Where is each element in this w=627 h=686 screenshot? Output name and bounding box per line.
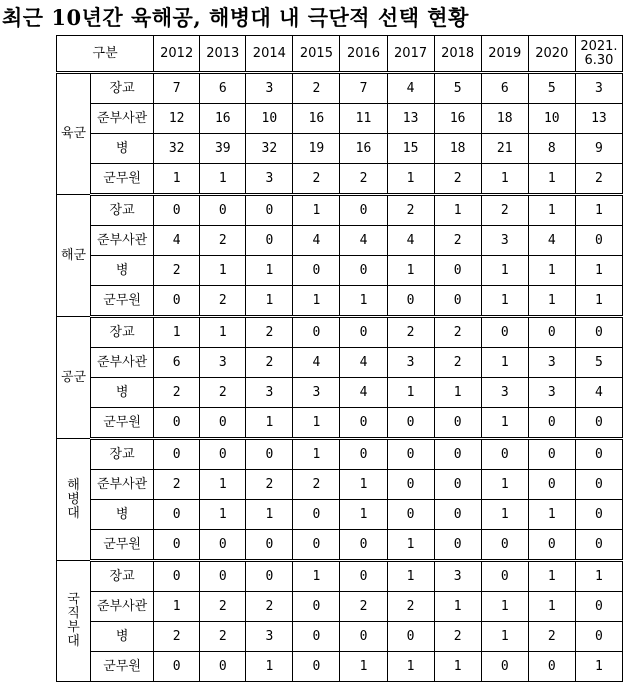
year-header: 2013 (200, 36, 246, 73)
value-cell: 0 (154, 286, 200, 317)
value-cell: 0 (200, 195, 246, 226)
value-cell: 0 (434, 530, 481, 561)
value-cell: 3 (293, 378, 340, 408)
value-cell: 0 (387, 622, 434, 652)
value-cell: 1 (200, 164, 246, 195)
value-cell: 2 (340, 164, 387, 195)
value-cell: 0 (481, 439, 528, 470)
value-cell: 0 (434, 439, 481, 470)
year-header: 2012 (154, 36, 200, 73)
value-cell: 39 (200, 134, 246, 164)
value-cell: 2 (200, 286, 246, 317)
value-cell: 2 (434, 348, 481, 378)
value-cell: 0 (340, 317, 387, 348)
role-label: 군무원 (91, 530, 154, 561)
value-cell: 0 (246, 226, 293, 256)
value-cell: 2 (434, 226, 481, 256)
value-cell: 0 (387, 500, 434, 530)
value-cell: 1 (200, 500, 246, 530)
value-cell: 0 (293, 500, 340, 530)
value-cell: 2 (246, 470, 293, 500)
value-cell: 1 (481, 470, 528, 500)
role-label: 군무원 (91, 286, 154, 317)
value-cell: 15 (387, 134, 434, 164)
value-cell: 4 (154, 226, 200, 256)
value-cell: 11 (340, 104, 387, 134)
value-cell: 0 (200, 561, 246, 592)
value-cell: 1 (575, 652, 622, 682)
group-label-char: 해 (67, 477, 80, 493)
value-cell: 2 (387, 592, 434, 622)
table-row (57, 286, 623, 317)
value-cell: 2 (575, 164, 622, 195)
value-cell: 1 (434, 652, 481, 682)
table-row (57, 134, 623, 164)
table-row (57, 622, 623, 652)
value-cell: 2 (246, 592, 293, 622)
role-label: 준부사관 (91, 470, 154, 500)
value-cell: 1 (387, 530, 434, 561)
value-cell: 2 (154, 256, 200, 286)
table-row (57, 348, 623, 378)
value-cell: 6 (154, 348, 200, 378)
value-cell: 3 (528, 378, 575, 408)
role-label: 병 (91, 378, 154, 408)
value-cell: 2 (434, 622, 481, 652)
value-cell: 0 (200, 408, 246, 439)
value-cell: 4 (575, 378, 622, 408)
value-cell: 0 (246, 195, 293, 226)
value-cell: 3 (246, 73, 293, 104)
value-cell: 16 (340, 134, 387, 164)
value-cell: 12 (154, 104, 200, 134)
value-cell: 16 (200, 104, 246, 134)
value-cell: 0 (154, 439, 200, 470)
group-label-char: 병 (67, 491, 80, 507)
value-cell: 2 (154, 470, 200, 500)
value-cell: 1 (387, 561, 434, 592)
value-cell: 32 (154, 134, 200, 164)
year-header: 2020 (528, 36, 575, 73)
value-cell: 3 (246, 622, 293, 652)
value-cell: 1 (340, 286, 387, 317)
role-label: 병 (91, 134, 154, 164)
value-cell: 0 (246, 530, 293, 561)
value-cell: 1 (246, 408, 293, 439)
value-cell: 2 (293, 164, 340, 195)
role-label: 병 (91, 622, 154, 652)
value-cell: 1 (434, 378, 481, 408)
value-cell: 2 (293, 73, 340, 104)
value-cell: 1 (200, 256, 246, 286)
value-cell: 0 (528, 530, 575, 561)
value-cell: 0 (434, 286, 481, 317)
value-cell: 1 (481, 500, 528, 530)
value-cell: 32 (246, 134, 293, 164)
value-cell: 1 (434, 592, 481, 622)
suicide-stats-table (56, 35, 623, 682)
table-row (57, 378, 623, 408)
table-row (57, 500, 623, 530)
value-cell: 2 (200, 378, 246, 408)
value-cell: 0 (387, 286, 434, 317)
role-label: 준부사관 (91, 348, 154, 378)
value-cell: 0 (340, 439, 387, 470)
role-label: 장교 (91, 73, 154, 104)
value-cell: 0 (293, 622, 340, 652)
year-header: 2019 (481, 36, 528, 73)
value-cell: 3 (575, 73, 622, 104)
value-cell: 3 (481, 226, 528, 256)
table-row (57, 164, 623, 195)
value-cell: 4 (387, 226, 434, 256)
value-cell: 4 (293, 348, 340, 378)
value-cell: 21 (481, 134, 528, 164)
role-label: 준부사관 (91, 592, 154, 622)
value-cell: 1 (481, 622, 528, 652)
value-cell: 1 (528, 561, 575, 592)
value-cell: 1 (575, 286, 622, 317)
value-cell: 13 (387, 104, 434, 134)
value-cell: 0 (481, 652, 528, 682)
value-cell: 2 (340, 592, 387, 622)
value-cell: 1 (481, 592, 528, 622)
year-header: 2018 (434, 36, 481, 73)
value-cell: 1 (528, 592, 575, 622)
value-cell: 0 (528, 317, 575, 348)
year-header: 2017 (387, 36, 434, 73)
role-label: 장교 (91, 317, 154, 348)
table-row (57, 226, 623, 256)
value-cell: 0 (575, 592, 622, 622)
value-cell: 1 (387, 164, 434, 195)
value-cell: 4 (340, 348, 387, 378)
value-cell: 0 (575, 439, 622, 470)
value-cell: 0 (340, 622, 387, 652)
value-cell: 2 (481, 195, 528, 226)
value-cell: 3 (434, 561, 481, 592)
value-cell: 3 (200, 348, 246, 378)
value-cell: 13 (575, 104, 622, 134)
value-cell: 7 (340, 73, 387, 104)
year-header-line1: 2021. (580, 38, 618, 54)
role-label: 병 (91, 256, 154, 286)
table-row (57, 195, 623, 226)
value-cell: 0 (154, 652, 200, 682)
value-cell: 1 (293, 195, 340, 226)
year-header: 2014 (246, 36, 293, 73)
value-cell: 0 (434, 256, 481, 286)
value-cell: 1 (528, 286, 575, 317)
value-cell: 6 (200, 73, 246, 104)
value-cell: 0 (528, 652, 575, 682)
group-label-char: 부 (67, 620, 80, 635)
value-cell: 4 (340, 226, 387, 256)
value-cell: 5 (434, 73, 481, 104)
group-label: 육군 (57, 73, 91, 195)
value-cell: 1 (481, 164, 528, 195)
value-cell: 0 (293, 317, 340, 348)
value-cell: 0 (246, 561, 293, 592)
value-cell: 0 (200, 530, 246, 561)
table-row (57, 408, 623, 439)
value-cell: 10 (528, 104, 575, 134)
value-cell: 1 (154, 592, 200, 622)
group-label-char: 직 (67, 606, 80, 621)
value-cell: 7 (154, 73, 200, 104)
value-cell: 1 (481, 408, 528, 439)
group-label-char: 국 (67, 592, 80, 607)
group-label (57, 439, 91, 561)
value-cell: 1 (246, 286, 293, 317)
value-cell: 1 (528, 195, 575, 226)
value-cell: 0 (154, 408, 200, 439)
table-row (57, 104, 623, 134)
value-cell: 1 (387, 378, 434, 408)
value-cell: 0 (340, 530, 387, 561)
value-cell: 19 (293, 134, 340, 164)
value-cell: 0 (154, 561, 200, 592)
value-cell: 5 (575, 348, 622, 378)
value-cell: 16 (293, 104, 340, 134)
table-row (57, 561, 623, 592)
value-cell: 0 (293, 256, 340, 286)
value-cell: 1 (293, 408, 340, 439)
value-cell: 1 (481, 348, 528, 378)
value-cell: 1 (246, 652, 293, 682)
year-header-2021 (575, 36, 622, 73)
value-cell: 1 (293, 286, 340, 317)
value-cell: 1 (481, 256, 528, 286)
value-cell: 0 (293, 652, 340, 682)
group-label-char: 대 (67, 634, 80, 649)
value-cell: 0 (575, 622, 622, 652)
table-row (57, 256, 623, 286)
value-cell: 1 (293, 439, 340, 470)
header-row (57, 36, 623, 73)
value-cell: 3 (246, 164, 293, 195)
table-row (57, 530, 623, 561)
value-cell: 1 (246, 256, 293, 286)
value-cell: 0 (575, 470, 622, 500)
value-cell: 2 (154, 378, 200, 408)
value-cell: 0 (575, 226, 622, 256)
value-cell: 3 (528, 348, 575, 378)
value-cell: 10 (246, 104, 293, 134)
value-cell: 2 (528, 622, 575, 652)
value-cell: 2 (246, 317, 293, 348)
group-label-char: 대 (67, 505, 80, 521)
table-row (57, 592, 623, 622)
role-label: 장교 (91, 439, 154, 470)
value-cell: 4 (340, 378, 387, 408)
value-cell: 0 (434, 470, 481, 500)
value-cell: 1 (387, 652, 434, 682)
table-row (57, 439, 623, 470)
value-cell: 0 (200, 439, 246, 470)
page-title: 최근 10년간 육해공, 해병대 내 극단적 선택 현황 (2, 5, 469, 30)
value-cell: 0 (340, 408, 387, 439)
value-cell: 0 (154, 500, 200, 530)
value-cell: 2 (387, 195, 434, 226)
value-cell: 2 (200, 622, 246, 652)
role-label: 장교 (91, 195, 154, 226)
value-cell: 1 (246, 500, 293, 530)
value-cell: 0 (154, 530, 200, 561)
value-cell: 0 (340, 561, 387, 592)
value-cell: 0 (246, 439, 293, 470)
value-cell: 0 (293, 592, 340, 622)
value-cell: 1 (200, 317, 246, 348)
value-cell: 0 (387, 408, 434, 439)
value-cell: 0 (481, 561, 528, 592)
value-cell: 2 (200, 226, 246, 256)
value-cell: 2 (434, 317, 481, 348)
group-label: 해군 (57, 195, 91, 317)
value-cell: 2 (434, 164, 481, 195)
value-cell: 2 (293, 470, 340, 500)
value-cell: 1 (154, 164, 200, 195)
role-label: 군무원 (91, 652, 154, 682)
value-cell: 1 (528, 500, 575, 530)
role-label: 준부사관 (91, 226, 154, 256)
value-cell: 1 (434, 195, 481, 226)
value-cell: 0 (387, 439, 434, 470)
role-label: 준부사관 (91, 104, 154, 134)
value-cell: 1 (528, 164, 575, 195)
value-cell: 6 (481, 73, 528, 104)
value-cell: 5 (528, 73, 575, 104)
value-cell: 16 (434, 104, 481, 134)
role-label: 군무원 (91, 408, 154, 439)
value-cell: 0 (293, 530, 340, 561)
value-cell: 18 (481, 104, 528, 134)
value-cell: 0 (528, 470, 575, 500)
value-cell: 1 (575, 195, 622, 226)
table-row (57, 652, 623, 682)
value-cell: 0 (481, 530, 528, 561)
value-cell: 0 (575, 408, 622, 439)
value-cell: 9 (575, 134, 622, 164)
role-label: 병 (91, 500, 154, 530)
corner-header: 구분 (57, 36, 154, 73)
value-cell: 1 (340, 470, 387, 500)
value-cell: 1 (293, 561, 340, 592)
value-cell: 0 (481, 317, 528, 348)
role-label: 군무원 (91, 164, 154, 195)
value-cell: 2 (154, 622, 200, 652)
value-cell: 0 (340, 256, 387, 286)
value-cell: 4 (387, 73, 434, 104)
year-header-line2: 6.30 (584, 52, 614, 68)
value-cell: 1 (154, 317, 200, 348)
value-cell: 0 (575, 500, 622, 530)
year-header: 2016 (340, 36, 387, 73)
value-cell: 3 (246, 378, 293, 408)
value-cell: 1 (387, 256, 434, 286)
table-row (57, 73, 623, 104)
value-cell: 1 (481, 286, 528, 317)
value-cell: 2 (387, 317, 434, 348)
value-cell: 2 (200, 592, 246, 622)
value-cell: 3 (481, 378, 528, 408)
value-cell: 0 (340, 195, 387, 226)
value-cell: 1 (528, 256, 575, 286)
year-header: 2015 (293, 36, 340, 73)
value-cell: 0 (528, 408, 575, 439)
table-row (57, 317, 623, 348)
value-cell: 4 (293, 226, 340, 256)
group-label: 공군 (57, 317, 91, 439)
value-cell: 0 (575, 530, 622, 561)
value-cell: 1 (340, 500, 387, 530)
value-cell: 0 (528, 439, 575, 470)
table-row (57, 470, 623, 500)
value-cell: 1 (340, 652, 387, 682)
group-label (57, 561, 91, 682)
value-cell: 8 (528, 134, 575, 164)
value-cell: 0 (154, 195, 200, 226)
value-cell: 4 (528, 226, 575, 256)
value-cell: 0 (200, 652, 246, 682)
value-cell: 18 (434, 134, 481, 164)
role-label: 장교 (91, 561, 154, 592)
value-cell: 0 (575, 317, 622, 348)
value-cell: 1 (575, 561, 622, 592)
value-cell: 2 (246, 348, 293, 378)
value-cell: 3 (387, 348, 434, 378)
value-cell: 0 (434, 408, 481, 439)
value-cell: 0 (434, 500, 481, 530)
value-cell: 1 (575, 256, 622, 286)
value-cell: 0 (387, 470, 434, 500)
value-cell: 1 (200, 470, 246, 500)
